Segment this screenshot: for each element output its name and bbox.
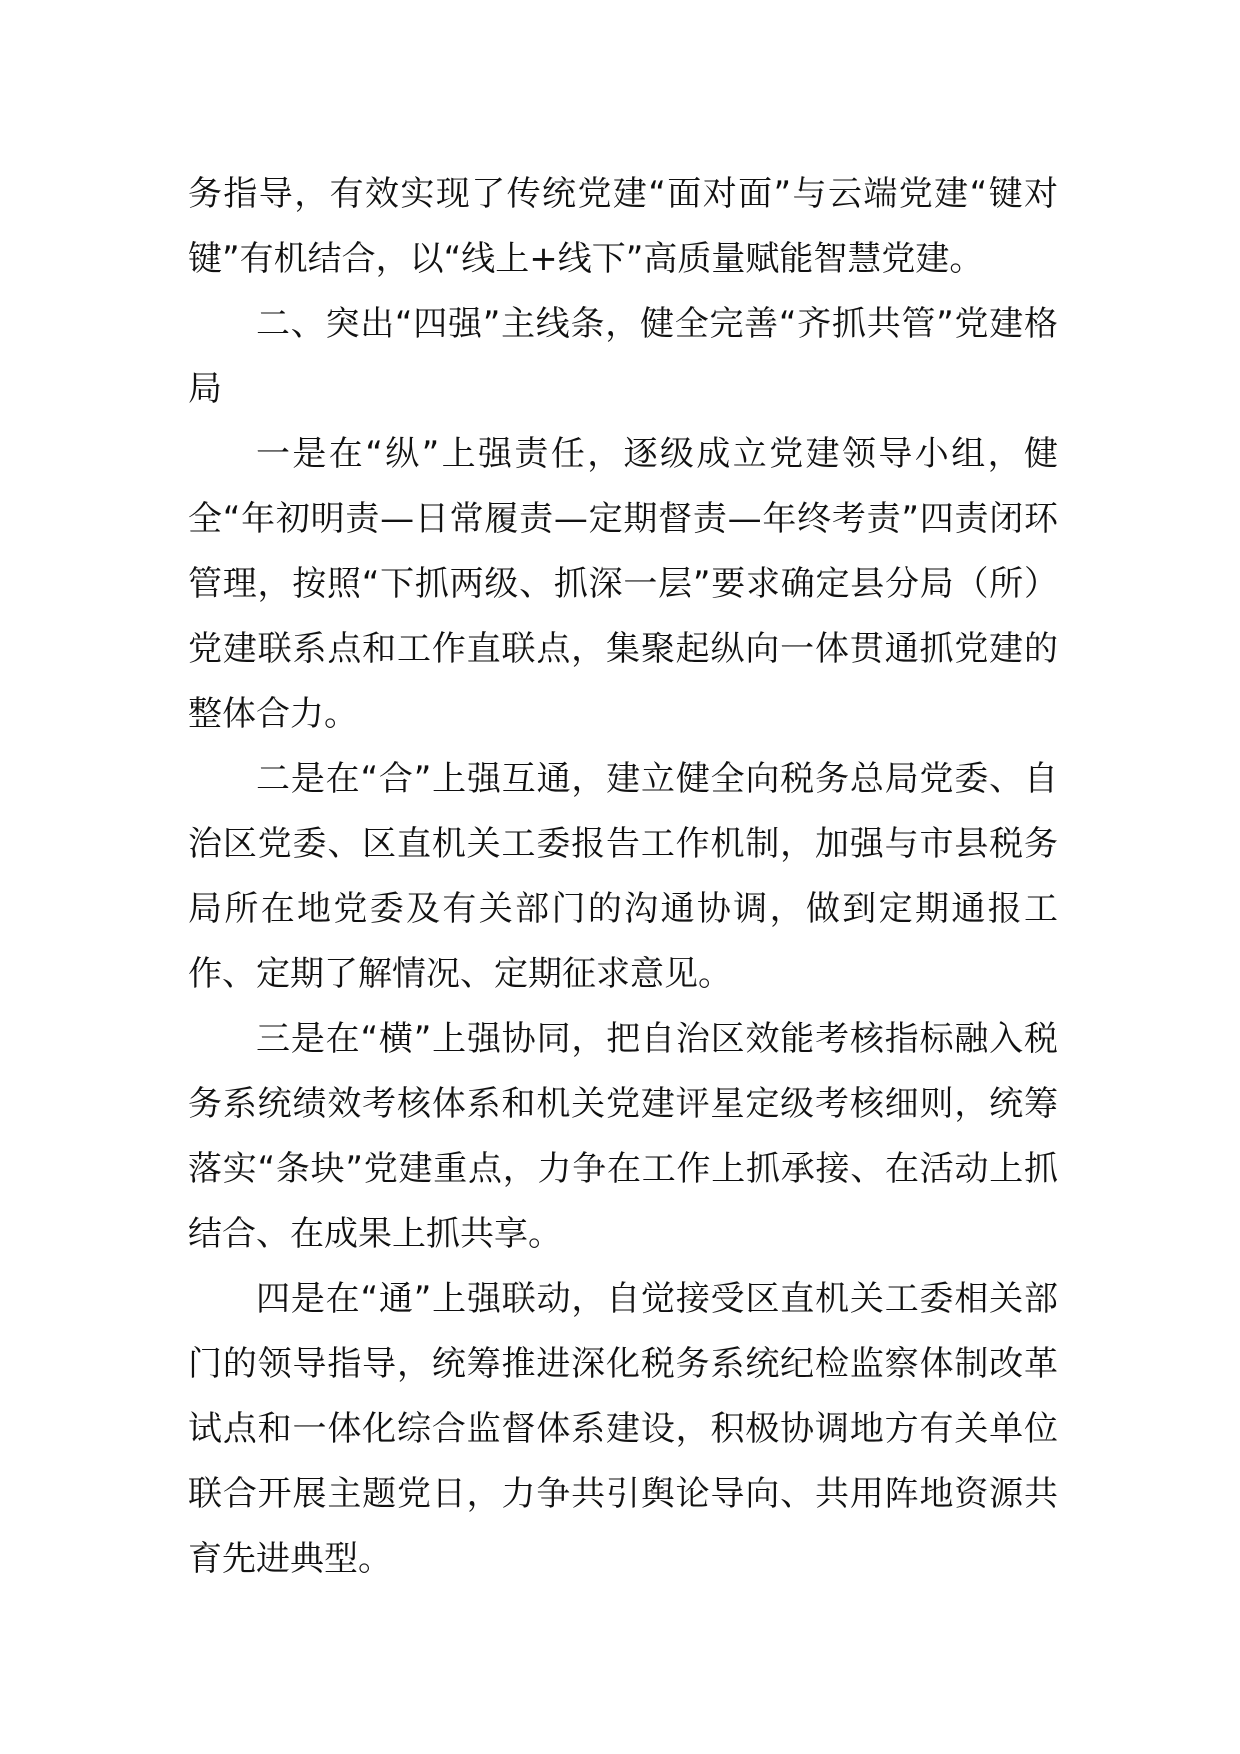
paragraph-cooperation: 二是在“合”上强互通，建立健全向税务总局党委、自治区党委、区直机关工委报告工作机制，加强与市县税务局所在地党委及有关部门的沟通协调，做到定期通报工作、定期了解情况、定期征求意见。: [188, 759, 1058, 994]
paragraph-horizontal: 三是在“横”上强协同，把自治区效能考核指标融入税务系统绩效考核体系和机关党建评星定级考核细则，统筹落实“条块”党建重点，力争在工作上抓承接、在活动上抓结合、在成果上抓共享。: [188, 1019, 1058, 1254]
section-heading: 二、突出“四强”主线条，健全完善“齐抓共管”党建格局: [188, 304, 1058, 409]
document-body: [188, 162, 1058, 1592]
paragraph-vertical: 一是在“纵”上强责任，逐级成立党建领导小组，健全“年初明责—日常履责—定期督责—年终考责”四责闭环管理，按照“下抓两级、抓深一层”要求确定县分局（所）党建联系点和工作直联点，集聚起纵向一体贯通抓党建的整体合力。: [188, 434, 1058, 734]
paragraph-linkage: 四是在“通”上强联动，自觉接受区直机关工委相关部门的领导指导，统筹推进深化税务系统纪检监察体制改革试点和一体化综合监督体系建设，积极协调地方有关单位联合开展主题党日，力争共引舆论导向、共用阵地资源共育先进典型。: [188, 1279, 1058, 1579]
paragraph-continuation: 务指导，有效实现了传统党建“面对面”与云端党建“键对键”有机结合，以“线上+线下”高质量赋能智慧党建。: [188, 174, 1058, 279]
